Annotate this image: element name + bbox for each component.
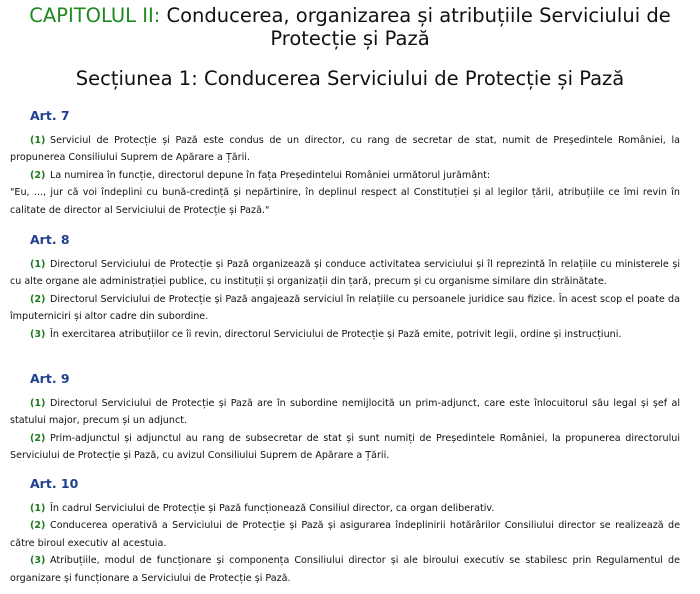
- chapter-heading: [0, 4, 700, 50]
- paragraph: [10, 552, 680, 587]
- paragraph-number: (2): [30, 169, 46, 181]
- chapter-label: CAPITOLUL II:: [29, 4, 161, 27]
- paragraph-number: (2): [30, 293, 46, 305]
- article-title: Art. 9: [30, 371, 70, 386]
- article-title: Art. 10: [30, 476, 79, 491]
- article-body: [10, 256, 680, 343]
- paragraph-text: Directorul Serviciului de Protecție și Pază are în subordine nemijlocită un prim-adjunct, care este înlocuitorul său legal și șef al statului major, precum și un adjunct.: [10, 398, 680, 427]
- article-title: Art. 8: [30, 232, 70, 247]
- paragraph: [10, 132, 680, 167]
- paragraph-text: În exercitarea atribuțiilor ce îi revin, directorul Serviciului de Protecție și Pază emite, potrivit legii, ordine și instrucțiuni.: [50, 328, 622, 340]
- paragraph-text: Directorul Serviciului de Protecție și Pază angajează serviciul în relațiile cu persoanele juridice sau fizice. În acest scop el poate da împuterniciri și altor cadre din subordine.: [10, 293, 680, 323]
- paragraph: [10, 500, 680, 517]
- paragraph: [10, 291, 680, 326]
- paragraph: [10, 395, 680, 430]
- paragraph-number: (1): [30, 398, 46, 409]
- paragraph: [10, 167, 680, 184]
- paragraph-text: În cadrul Serviciului de Protecție și Pază funcționează Consiliul director, ca organ deliberativ.: [50, 503, 495, 514]
- paragraph-text: La numirea în funcție, directorul depune în fața Președintelui României următorul jurământ:: [50, 169, 491, 181]
- paragraph-text: Conducerea operativă a Serviciului de Protecție și Pază și asigurarea îndeplinirii hotărârilor Consiliului director se realizează de către biroul executiv al acestuia.: [10, 520, 680, 549]
- paragraph-number: (2): [30, 520, 46, 532]
- paragraph-text: Atribuțiile, modul de funcționare și componența Consiliului director și ale biroului executiv se stabilesc prin Regulamentul de organizare și funcționare a Serviciului de Protecție și Pază.: [10, 555, 680, 584]
- paragraph-number: (1): [30, 503, 46, 514]
- paragraph-number: (3): [30, 555, 46, 567]
- article-body: [10, 500, 680, 587]
- paragraph-text: Prim-adjunctul și adjunctul au rang de subsecretar de stat și sunt numiți de Președintele României, la propunerea directorului Serviciului de Protecție și Pază, cu avizul Consiliului Suprem de Apărare a Țării.: [10, 432, 680, 462]
- paragraph: [10, 256, 680, 291]
- oath-quote: "Eu, ..., jur că voi îndeplini cu bună-credință și nepărtinire, în deplinul respect al Constituției și al legilor țării, atribuțiile ce îmi revin în calitate de director al Serviciului de Protecție și Pază.": [10, 187, 680, 216]
- paragraph-text: Serviciul de Protecție și Pază este condus de un director, cu rang de secretar de stat, numit de Președintele României, la propunerea Consiliului Suprem de Apărare a Țării.: [10, 135, 680, 164]
- section-heading: Secțiunea 1: Conducerea Serviciului de Protecție și Pază: [75, 67, 625, 90]
- paragraph: [10, 430, 680, 465]
- paragraph-number: (1): [30, 259, 46, 270]
- paragraph: [10, 326, 680, 343]
- article-body: [10, 395, 680, 465]
- paragraph: [10, 517, 680, 552]
- article-title: Art. 7: [30, 108, 70, 123]
- chapter-title-text: Conducerea, organizarea și atribuțiile Serviciului de Protecție și Pază: [166, 4, 671, 50]
- paragraph-number: (1): [30, 135, 46, 146]
- paragraph-text: Directorul Serviciului de Protecție și Pază organizează și conduce activitatea serviciului și îl reprezintă în relațiile cu ministerele și cu alte organe ale administrației publice, cu instituții și organizații din țară, precum și cu organisme similare din străinătate.: [10, 259, 680, 288]
- paragraph-number: (2): [30, 432, 46, 444]
- article-body: [10, 132, 680, 219]
- paragraph-number: (3): [30, 328, 46, 340]
